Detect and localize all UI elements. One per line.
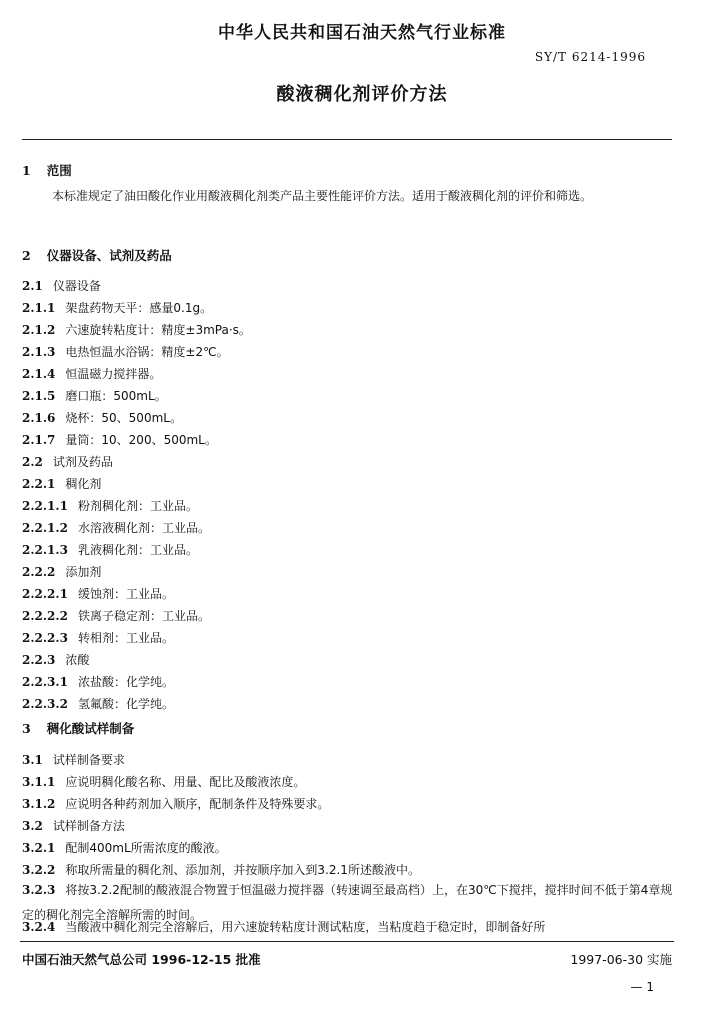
clause: 2.2.1 稠化剂: [22, 477, 102, 491]
header-rule: [22, 139, 672, 140]
section-heading: 2 仪器设备、试剂及药品: [22, 248, 172, 263]
clause: 2.1.7 量筒：10、200、500mL。: [22, 433, 217, 447]
issuer-approval: 中国石油天然气总公司 1996-12-15 批准: [22, 952, 261, 967]
clause: 2.2.2.3 转相剂：工业品。: [22, 631, 174, 645]
clause: 2.2.3.2 氢氟酸：化学纯。: [22, 697, 174, 711]
clause: 2.1.1 架盘药物天平：感量0.1g。: [22, 301, 213, 315]
clause: 3.2.1 配制400mL所需浓度的酸液。: [22, 841, 227, 855]
clause: 2.1.3 电热恒温水浴锅：精度±2℃。: [22, 345, 229, 359]
clause-3-2-3: 3.2.3 将按3.2.2配制的酸液混合物置于恒温磁力搅拌器（转速调至最高档）上，在30℃下搅拌，搅拌时间不低于第4章规定的稠化剂完全溶解所需的时间。: [22, 883, 673, 922]
document-title: 酸液稠化剂评价方法: [276, 84, 448, 105]
clause: 2.2.2 添加剂: [22, 565, 102, 579]
clause: 2.2.1.2 水溶液稠化剂：工业品。: [22, 521, 210, 535]
section-heading: 1 范围: [22, 163, 72, 178]
clause-3-2-4: 3.2.4 当酸液中稠化剂完全溶解后，用六速旋转粘度计测试粘度，当粘度趋于稳定时，即制备好所: [22, 920, 546, 934]
clause: 2.1.5 磨口瓶：500mL。: [22, 389, 167, 403]
clause: 3.1.2 应说明各种药剂加入顺序，配制条件及特殊要求。: [22, 797, 330, 811]
clause: 2.2.1.3 乳液稠化剂：工业品。: [22, 543, 198, 557]
page-number: — 1: [630, 980, 654, 994]
standard-code: SY/T 6214-1996: [534, 50, 646, 64]
clause: 2.2 试剂及药品: [22, 455, 113, 469]
effective-date: 1997-06-30 实施: [570, 952, 672, 967]
clause: 2.2.3.1 浓盐酸：化学纯。: [22, 675, 174, 689]
clause: 2.2.2.1 缓蚀剂：工业品。: [22, 587, 174, 601]
footer-rule: [20, 941, 674, 942]
clause: 3.1 试样制备要求: [22, 753, 125, 767]
clause: 3.2 试样制备方法: [22, 819, 125, 833]
clause: 2.1.4 恒温磁力搅拌器。: [22, 367, 162, 381]
standard-category: 中华人民共和国石油天然气行业标准: [218, 23, 506, 43]
clause: 3.1.1 应说明稠化酸名称、用量、配比及酸液浓度。: [22, 775, 306, 789]
clause: 2.2.3 浓酸: [22, 653, 90, 667]
clause: 2.1.2 六速旋转粘度计：精度±3mPa·s。: [22, 323, 251, 337]
clause: 3.2.2 称取所需量的稠化剂、添加剂，并按顺序加入到3.2.1所述酸液中。: [22, 863, 420, 877]
clause: 2.2.2.2 铁离子稳定剂：工业品。: [22, 609, 210, 623]
section-heading: 3 稠化酸试样制备: [22, 721, 135, 736]
clause: 2.1.6 烧杯：50、500mL。: [22, 411, 182, 425]
scope-paragraph: 本标准规定了油田酸化作业用酸液稠化剂类产品主要性能评价方法。适用于酸液稠化剂的评价和筛选。: [52, 189, 593, 203]
clause: 2.1 仪器设备: [22, 279, 101, 293]
clause: 2.2.1.1 粉剂稠化剂：工业品。: [22, 499, 198, 513]
